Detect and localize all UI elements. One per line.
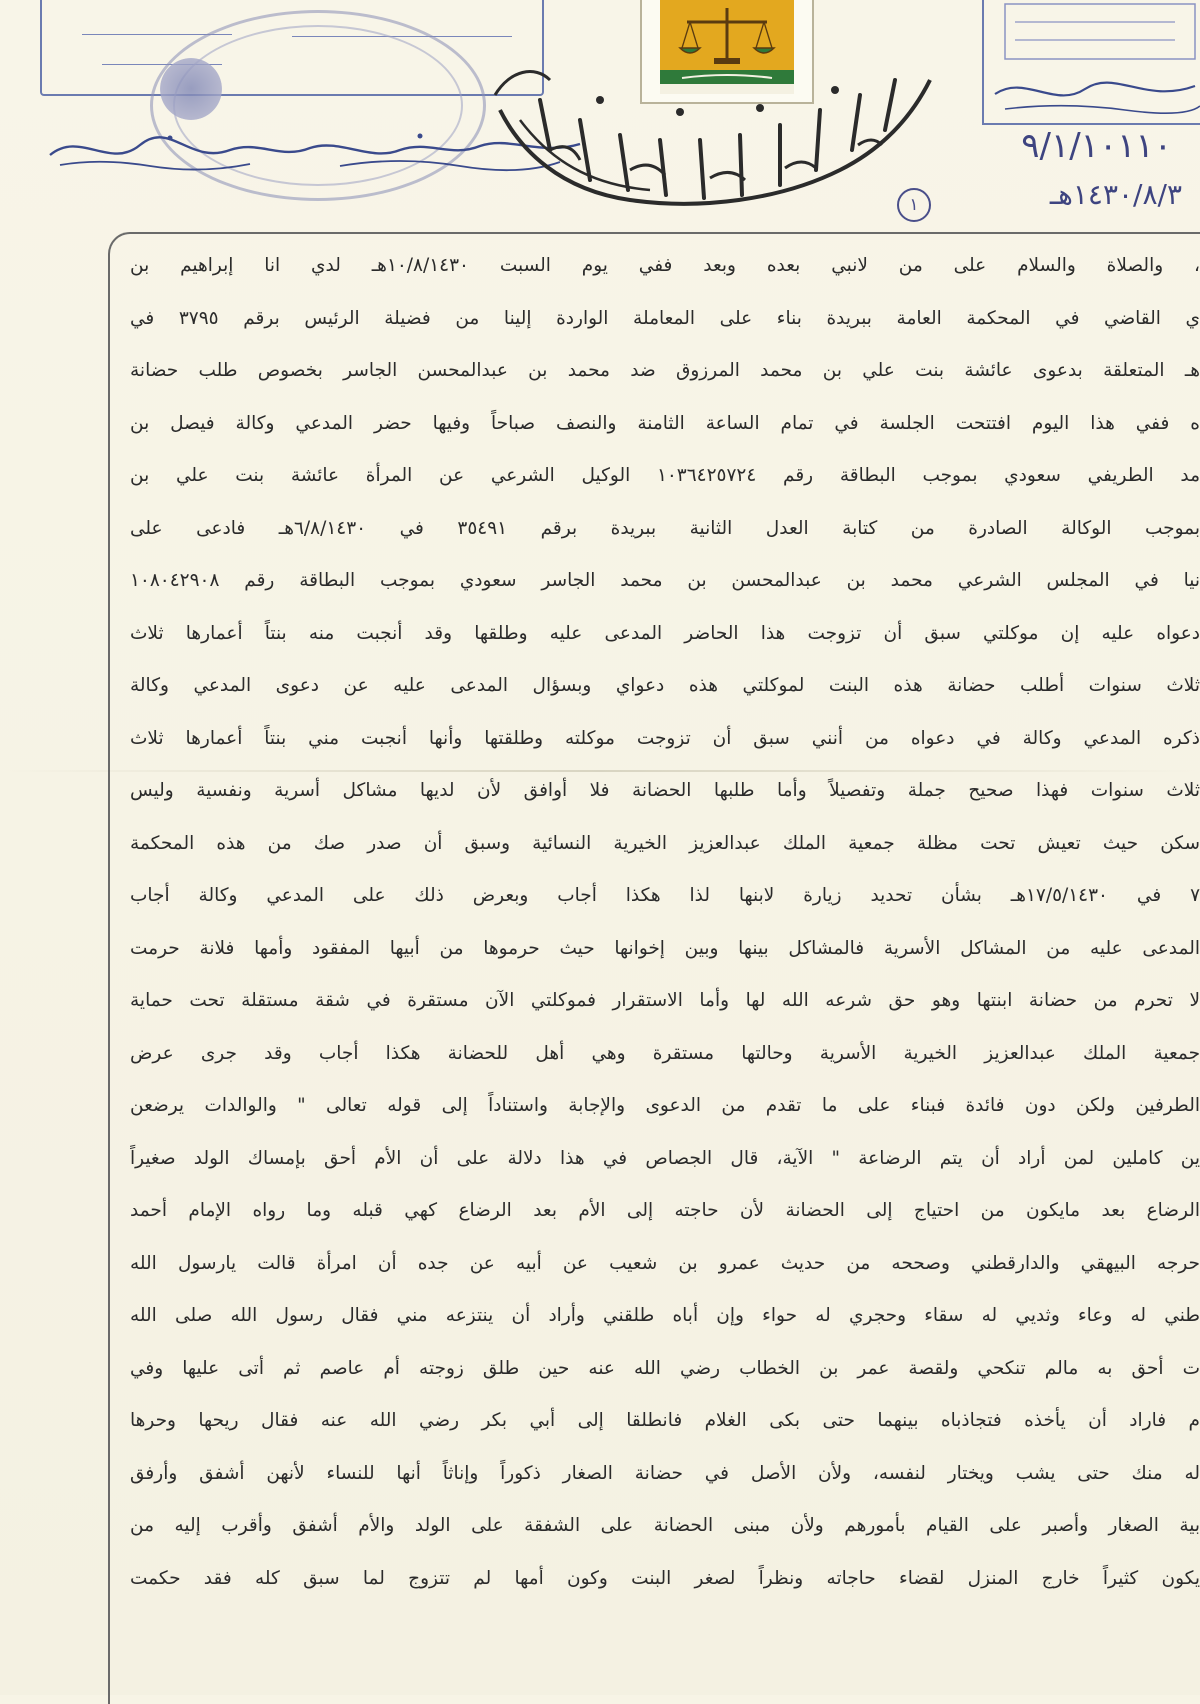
text-line: هـ المتعلقة بدعوى عائشة بنت علي بن محمد المرزوق ضد محمد بن عبدالمحسن الجاسر بخصوص طلب حضانة (130, 360, 1200, 381)
text-line: الطرفين ولكن دون فائدة فبناء على ما تقدم من الدعوى والإجابة واستناداً إلى قوله تعالى " والوالدات يرضعن (130, 1095, 1200, 1116)
registration-box-right (975, 0, 1200, 129)
text-line: المدعى عليه من المشاكل الأسرية فالمشاكل بينها وبين إخوانها حيث حرموها من أبيها المفقود وأمها فلانة حرمت (130, 937, 1200, 959)
text-line: يكون كثيراً خارج المنزل لقضاء حاجاته ونظراً لصغر البنت وكون أمها لم تتزوج لما سبق كله فقد حكمت (130, 1567, 1200, 1589)
text-line: بية الصغار وأصبر على القيام بأمورهم ولأن مبنى الحضانة على الشفقة على الولد والأم أشفق وأقرب إليه من (130, 1515, 1200, 1536)
text-line: ثلاث سنوات أطلب حضانة هذه البنت لموكلتي هذه دعواي وبسؤال المدعى عليه عن دعوى المدعي وكالة (130, 675, 1200, 696)
text-line: له منك حتى يشب ويختار لنفسه، ولأن الأصل في حضانة الصغار ذكوراً وإناثاً أنها للنساء لأنهن أشفق وأرفق (130, 1462, 1200, 1484)
text-line: حرجه البيهقي والدارقطني وصححه من حديث عمرو بن شعيب عن أبيه عن جده أن امرأة قالت يارسول الله (130, 1252, 1200, 1274)
text-line: ه ففي هذا اليوم افتتحت الجلسة في تمام الساعة الثامنة والنصف صباحاً وفيها حضر المدعي وكالة فيصل بن (130, 412, 1200, 434)
text-line: ٧ في ١٧/٥/١٤٣٠هـ بشأن تحديد زيارة لابنها لذا هكذا أجاب وبعرض ذلك على المدعي وكالة أجاب (130, 885, 1200, 906)
judgment-text (130, 240, 1200, 1605)
court-title-calligraphy (480, 40, 950, 215)
text-line: الرضاع بعد مايكون من احتياج إلى الحضانة لأن حاجته إلى الأم بعد الرضاع كهي قبله وما رواه الإمام أحمد (130, 1200, 1200, 1221)
text-line: بموجب الوكالة الصادرة من كتابة العدل الثانية ببريدة برقم ٣٥٤٩١ في ٦/٨/١٤٣٠هـ فادعى على (130, 517, 1200, 539)
text-line: ذكره المدعي وكالة في دعواه من أنني سبق أن تزوجت موكلته وطلقتها وأنها أنجبت مني بنتاً أعمارها ثلاث (130, 727, 1200, 749)
text-line: سكن حيث تعيش تحت مظلة جمعية الملك عبدالعزيز الخيرية النسائية وسبق أن صدر صك من هذه المحكمة (130, 832, 1200, 854)
document-header (0, 0, 1200, 225)
reference-number: ٩/١/١٠١١٠ (1021, 126, 1172, 166)
text-line: مد الطريفي سعودي بموجب البطاقة رقم ١٠٣٦٤٢٥٧٢٤ الوكيل الشرعي عن المرأة عائشة بنت علي بن (130, 465, 1200, 486)
text-line: ثلاث سنوات فهذا صحيح جملة وتفصيلاً وأما طلبها الحضانة فلا أوافق لأن لديها مشاكل أسرية ونفسية وليس (130, 780, 1200, 801)
document-date: ١٤٣٠/٨/٣هـ (1049, 178, 1182, 211)
text-line: دعواه عليه إن موكلتي سبق أن تزوجت هذا الحاضر المدعى عليه وطلقها وقد أنجبت منه بنتاً أعمارها ثلاث (130, 622, 1200, 644)
page-number-mark: ١ (897, 188, 931, 222)
text-line: نيا في المجلس الشرعي محمد بن عبدالمحسن بن محمد الجاسر سعودي بموجب البطاقة رقم ١٠٨٠٤٢٩٠٨ (130, 570, 1200, 591)
text-line: جمعية الملك عبدالعزيز الخيرية الأسرية وحالتها مستقرة وهي أهل للحضانة هكذا أجاب وقد جرى عرض (130, 1042, 1200, 1064)
text-line: ، والصلاة والسلام على من لانبي بعده وبعد ففي يوم السبت ١٠/٨/١٤٣٠هـ لدي انا إبراهيم بن (130, 255, 1200, 276)
stamp-emblem-icon (160, 58, 222, 120)
text-line: م فاراد أن يأخذه فتجاذباه بينهما حتى بكى الغلام فانطلقا إلى أبي بكر رضي الله عنه فقال ريحها وحرها (130, 1410, 1200, 1431)
text-line: ي القاضي في المحكمة العامة ببريدة بناء على المعاملة الواردة إلينا من فضيلة الرئيس برقم ٣٧٩٥ في (130, 307, 1200, 329)
text-line: ين كاملين لمن أراد أن يتم الرضاعة " الآية، قال الجصاص في هذا دلالة على أن الأم أحق بإمساك الولد صغيراً (130, 1147, 1200, 1169)
text-line: طني له وعاء وثديي له سقاء وحجري له حواء وإن أباه طلقني وأراد أن ينتزعه مني فقال رسول الله صلى الله (130, 1305, 1200, 1326)
text-line: ت أحق به مالم تنكحي ولقصة عمر بن الخطاب رضي الله عنه حين طلق زوجته أم عاصم ثم أتى عليها وفي (130, 1357, 1200, 1379)
text-line: لا تحرم من حضانة ابنتها وهو حق شرعه الله لها وأما الاستقرار فموكلتي الآن مستقرة في شقة مستقلة تحت حماية (130, 990, 1200, 1011)
